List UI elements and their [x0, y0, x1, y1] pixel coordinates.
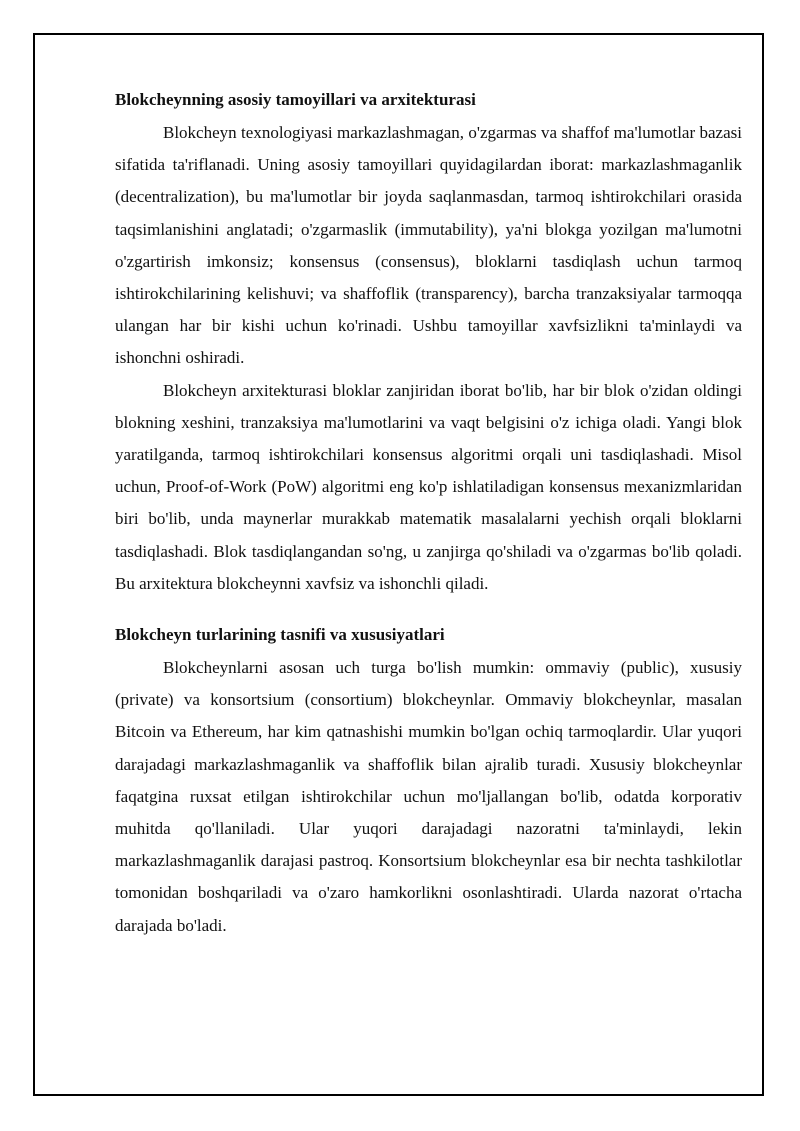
paragraph: Blokcheyn texnologiyasi markazlashmagan, o'zgarmas va shaffof ma'lumotlar bazasi sifatida ta'riflanadi. Uning asosiy tamoyillari quyidagilardan iborat: markazlashmaganlik (decentralization), bu ma'lumotlar bir joyda saqlanmasdan, tarmoq ishtirokchilari orasida taqsimlanishini anglatadi; o'zgarmaslik (immutability), ya'ni blokga yozilgan ma'lumotni o'zgartirish imkonsiz; konsensus (consensus), bloklarni tasdiqlash uchun tarmoq ishtirokchilarining kelishuvi; va shaffoflik (transparency), barcha tranzaksiyalar tarmoqqa ulangan har bir kishi uchun ko'rinadi. Ushbu tamoyillar xavfsizlikni ta'minlaydi va ishonchni oshiradi. [115, 123, 742, 368]
section-heading: Blokcheyn turlarining tasnifi va xususiyatlari [115, 625, 445, 645]
paragraph: Blokcheyn arxitekturasi bloklar zanjiridan iborat bo'lib, har bir blok o'zidan oldingi blokning xeshini, tranzaksiya ma'lumotlarini va vaqt belgisini o'z ichiga oladi. Yangi blok yaratilganda, tarmoq ishtirokchilari konsensus algoritmi orqali uni tasdiqlashadi. Misol uchun, Proof-of-Work (PoW) algoritmi eng ko'p ishlatiladigan konsensus mexanizmlaridan biri bo'lib, unda maynerlar murakkab matematik masalalarni yechish orqali bloklarni tasdiqlashadi. Blok tasdiqlangandan so'ng, u zanjirga qo'shiladi va o'zgarmas bo'lib qoladi. Bu arxitektura blokcheynni xavfsiz va ishonchli qiladi. [115, 380, 742, 593]
document-body [115, 84, 742, 942]
section-principles-architecture [115, 84, 742, 600]
section-heading: Blokcheynning asosiy tamoyillari va arxitekturasi [115, 90, 476, 109]
section-types-classification [115, 619, 742, 942]
paragraph: Blokcheynlarni asosan uch turga bo'lish mumkin: ommaviy (public), xususiy (private) va konsortsium (consortium) blokcheynlar. Ommaviy blokcheynlar, masalan Bitcoin va Ethereum, har kim qatnashishi mumkin bo'lgan ochiq tarmoqlardir. Ular yuqori darajadagi markazlashmaganlik va shaffoflik bilan ajralib turadi. Xususiy blokcheynlar faqatgina ruxsat etilgan ishtirokchilar uchun mo'ljallangan bo'lib, odatda korporativ muhitda qo'llaniladi. Ular yuqori darajadagi nazoratni ta'minlaydi, lekin markazlashmaganlik darajasi pastroq. Konsortsium blokcheynlar esa bir nechta tashkilotlar tomonidan boshqariladi va o'zaro hamkorlikni osonlashtiradi. Ularda nazorat o'rtacha darajada bo'ladi. [115, 658, 742, 935]
